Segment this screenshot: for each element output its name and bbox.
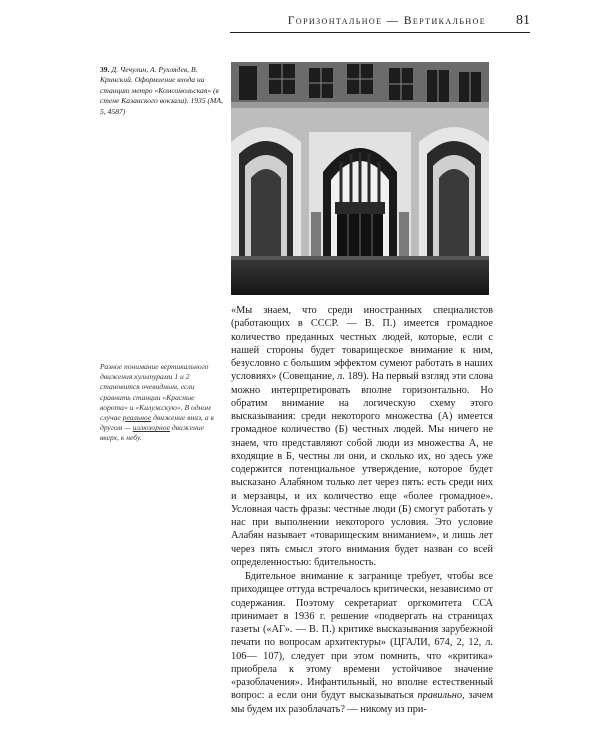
margin-note-text-1: Разное понимание вертикального движения культурами 1 и 2 становится очевидным, если сравнить станции «Красные ворота» и «Калужскую». В одном случае	[100, 362, 211, 423]
body-paragraph-1: «Мы знаем, что среди иностранных специалистов (работающих в СССР. — В. П.) имеется громадное количество преданных честных людей, которые, если с нашей стороны будет товарищеское внимание к ним, безусловно с большим эффектом сумеют работать в наших условиях» (Совещание, л. 189). На первый взгляд эти слова можно интерпретировать вполне горизонтально. Но обратим внимание на логическую схему этого высказывания: среди некоторого множества (А) имеется громадное количество (Б) честных людей. Мы ничего не знаем, что представляют собой люди из множества А, не входящие в Б, честны ли они, и сколько их, но здесь уже содержится потенциальное утверждение, которое будет высказано Алабяном только лет через пять: есть среди них и мерзавцы, и их количество еще «более громадное». Условная часть фразы: честные люди (Б) смогут работать у нас при выполнении некоторого условия. Это условие Алабян называет «товарищеским вниманием», и лишь лет через пять смысл этого внимания будет назван со всей определенностью: бдительность.	[231, 305, 493, 568]
margin-note-text-2: движение вниз, а в другом —	[100, 413, 214, 433]
body-text	[231, 304, 493, 716]
running-header-title: Горизонтальное — Вертикальное	[287, 15, 486, 27]
page-number: 81	[516, 13, 530, 28]
body-paragraph-2-end: , зачем мы будем их разоблачать? — никому из при-	[231, 690, 494, 715]
figure-number: 39.	[100, 65, 110, 74]
figure-photo	[231, 62, 489, 295]
body-paragraph-2-italic: правильно	[417, 690, 462, 702]
running-header	[230, 14, 530, 33]
body-paragraph-2	[231, 570, 493, 716]
margin-note-underline-illusory: иллюзорное	[132, 423, 170, 433]
figure-caption-text: Д. Чечулин, А. Рухлядев, В. Кринский. Оформление входа на станцию метро «Комсомольская» (в стене Казанского вокзала). 1935 (МА, 5, 4587)	[100, 65, 223, 116]
margin-note-underline-real: реальное	[122, 413, 152, 423]
metro-entrance-photo	[231, 62, 489, 295]
margin-note-text-3: движение вверх, к небу.	[100, 423, 205, 443]
margin-note	[100, 362, 223, 444]
body-paragraph-2-start: Бдительное внимание к загранице требует, чтобы все приходящее оттуда встречалось критически, независимо от содержания. Поэтому секретариат оргкомитета ССА принимает в 1936 г. решение «подвергать на страницах газеты («АГ». — В. П.) критике высказывания зарубежной печати по вопросам архитектуры» (ЦГАЛИ, 674, 2, 12, л. 106— 107), следует при этом помнить, что «критика» приобрела к этому времени устойчивое значение «разоблачения». Инфантильный, но вполне естественный вопрос: а если они будут высказываться	[231, 571, 493, 702]
figure-caption	[100, 65, 223, 117]
